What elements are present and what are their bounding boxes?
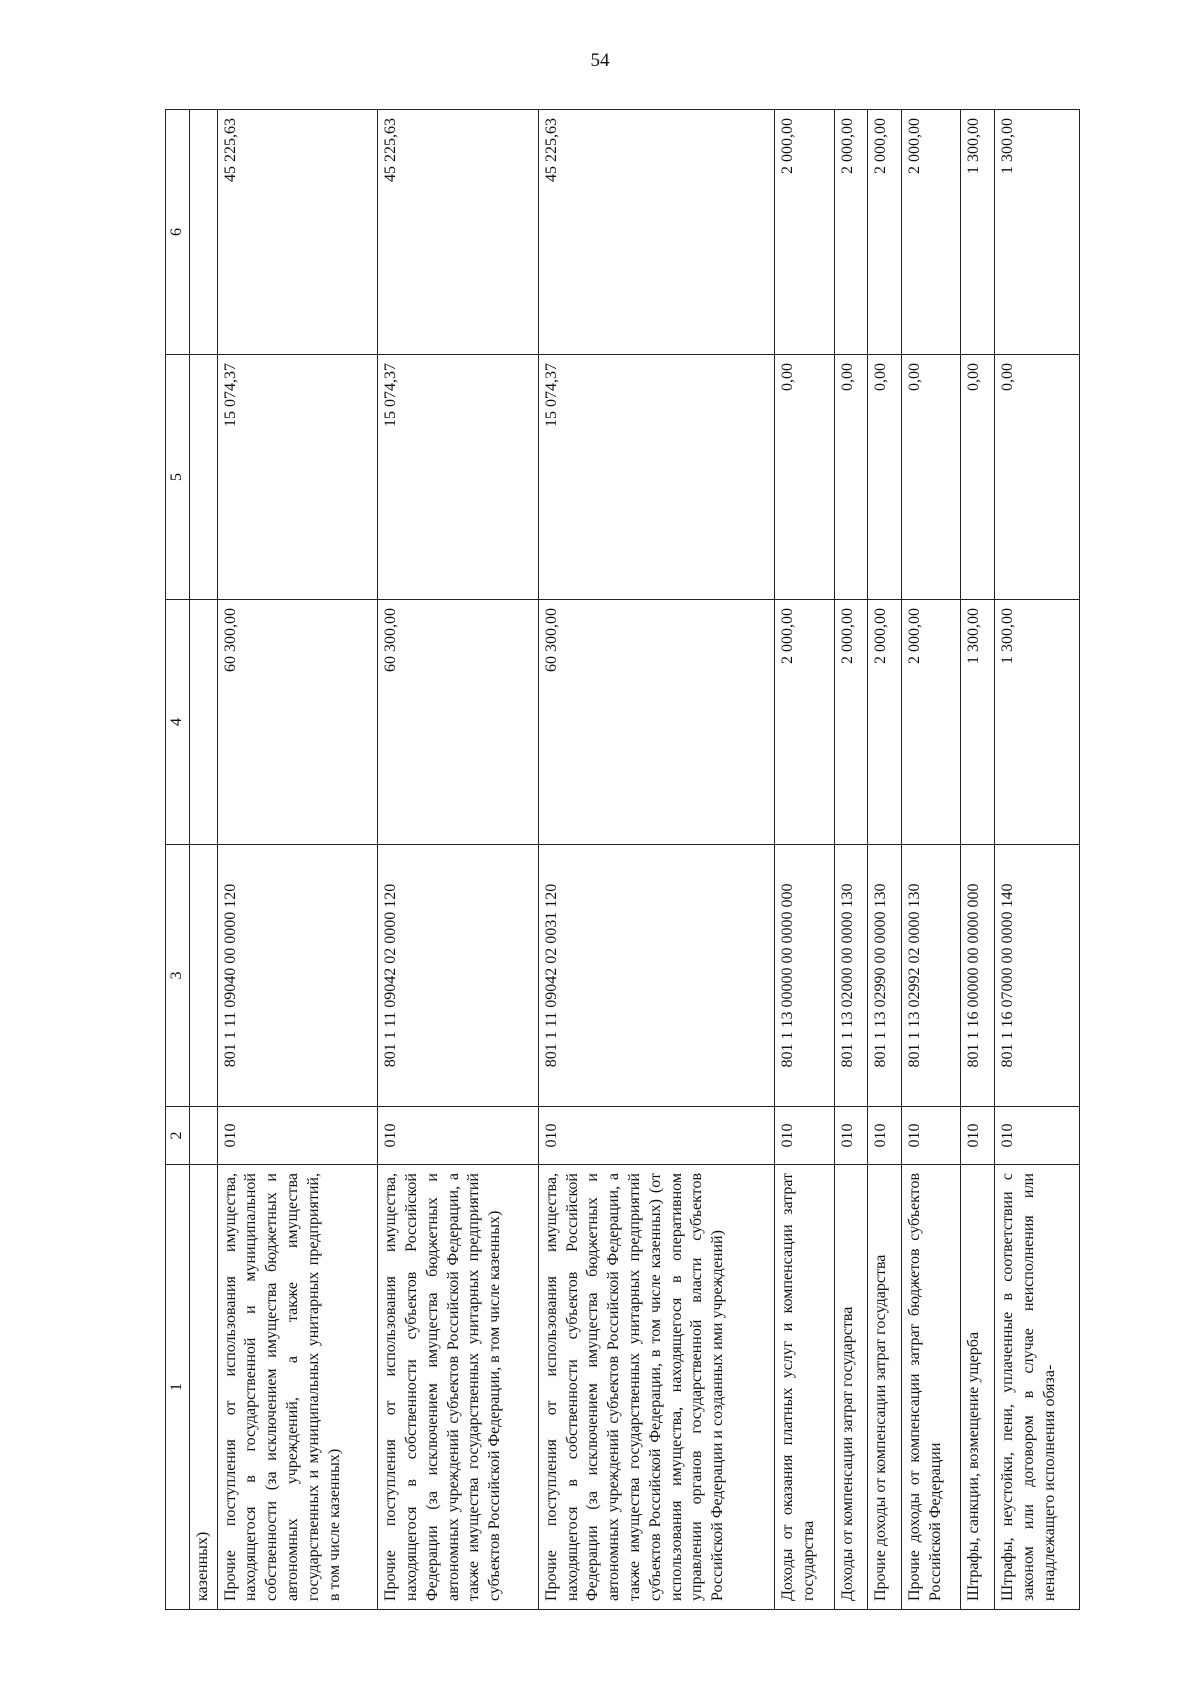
row-col6-value: 2 000,00: [775, 110, 834, 355]
header-col-1: 1: [166, 1165, 190, 1610]
row-col5-value: 15 074,37: [378, 355, 539, 600]
row-budget-code: 801 1 11 09042 02 0031 120: [538, 845, 775, 1107]
row-col4-value: 2 000,00: [775, 600, 834, 845]
table-row: [961, 110, 995, 1610]
row-name: Прочие доходы от компенсации затрат бюджетов субъектов Российской Федерации: [902, 1165, 961, 1610]
table-row: [538, 110, 775, 1610]
row-col5-value: 15 074,37: [538, 355, 775, 600]
row-admin-code: 010: [902, 1107, 961, 1165]
table-row: [775, 110, 834, 1610]
row-admin-code: 010: [775, 1107, 834, 1165]
row-col4-value: 1 300,00: [961, 600, 995, 845]
rotated-table-wrapper: [165, 110, 1080, 1610]
row-col5-value: 0,00: [868, 355, 902, 600]
table-header-row: [166, 110, 190, 1610]
row-col5-value: 0,00: [961, 355, 995, 600]
row-col5-value: 0,00: [775, 355, 834, 600]
table-row: [995, 110, 1080, 1610]
row-name: Доходы от компенсации затрат государства: [834, 1165, 868, 1610]
table-row: [217, 110, 378, 1610]
row-col6-value: 2 000,00: [868, 110, 902, 355]
row-admin-code: 010: [378, 1107, 539, 1165]
row-budget-code: 801 1 16 00000 00 0000 000: [961, 845, 995, 1107]
carryover-empty-cell: [189, 845, 217, 1107]
row-col4-value: 2 000,00: [868, 600, 902, 845]
table-row: [834, 110, 868, 1610]
row-budget-code: 801 1 13 02992 02 0000 130: [902, 845, 961, 1107]
carryover-empty-cell: [189, 1107, 217, 1165]
row-col5-value: 0,00: [995, 355, 1080, 600]
row-col4-value: 60 300,00: [538, 600, 775, 845]
table-row: [902, 110, 961, 1610]
row-col5-value: 15 074,37: [217, 355, 378, 600]
row-col6-value: 45 225,63: [217, 110, 378, 355]
row-admin-code: 010: [538, 1107, 775, 1165]
carryover-row: [189, 110, 217, 1610]
row-budget-code: 801 1 13 02000 00 0000 130: [834, 845, 868, 1107]
row-col4-value: 1 300,00: [995, 600, 1080, 845]
header-col-4: 4: [166, 600, 190, 845]
row-budget-code: 801 1 11 09042 02 0000 120: [378, 845, 539, 1107]
row-col4-value: 60 300,00: [378, 600, 539, 845]
header-col-3: 3: [166, 845, 190, 1107]
row-name: Штрафы, санкции, возмещение ущерба: [961, 1165, 995, 1610]
row-name: Прочие поступления от использования имущества, находящегося в собственности субъектов Российской Федерации (за исключением имущества бюджетных и автономных учреждений субъектов Российской Федерации, а также имущества государственных унитарных предприятий субъектов Российской Федерации, в том числе казенных): [378, 1165, 539, 1610]
header-col-6: 6: [166, 110, 190, 355]
rotated-table-area: [165, 110, 1080, 1610]
row-col6-value: 1 300,00: [961, 110, 995, 355]
row-col5-value: 0,00: [834, 355, 868, 600]
row-name: Доходы от оказания платных услуг и компенсации затрат государства: [775, 1165, 834, 1610]
row-budget-code: 801 1 13 00000 00 0000 000: [775, 845, 834, 1107]
row-col6-value: 1 300,00: [995, 110, 1080, 355]
carryover-empty-cell: [189, 355, 217, 600]
carryover-text: казенных): [189, 1165, 217, 1610]
row-name: Прочие поступления от использования имущества, находящегося в собственности субъектов Российской Федерации (за исключением имущества бюджетных и автономных учреждений субъектов Российской Федерации, а также имущества государственных унитарных предприятий субъектов Российской Федерации, в том числе казенных) (от использования имущества, находящегося в оперативном управлении органов государственной власти субъектов Российской Федерации и созданных ими учреждений): [538, 1165, 775, 1610]
row-col6-value: 2 000,00: [902, 110, 961, 355]
row-col6-value: 45 225,63: [538, 110, 775, 355]
header-col-2: 2: [166, 1107, 190, 1165]
row-col6-value: 2 000,00: [834, 110, 868, 355]
page-number: 54: [590, 50, 610, 71]
row-admin-code: 010: [834, 1107, 868, 1165]
row-name: Прочие поступления от использования имущества, находящегося в государственной и муниципальной собственности (за исключением имущества бюджетных и автономных учреждений, а также имущества государственных и муниципальных унитарных предприятий, в том числе казенных): [217, 1165, 378, 1610]
row-admin-code: 010: [995, 1107, 1080, 1165]
carryover-empty-cell: [189, 110, 217, 355]
row-col5-value: 0,00: [902, 355, 961, 600]
table-row: [868, 110, 902, 1610]
row-admin-code: 010: [217, 1107, 378, 1165]
carryover-empty-cell: [189, 600, 217, 845]
row-col4-value: 2 000,00: [834, 600, 868, 845]
revenue-table: [165, 109, 1080, 1610]
row-admin-code: 010: [961, 1107, 995, 1165]
row-col4-value: 2 000,00: [902, 600, 961, 845]
row-col6-value: 45 225,63: [378, 110, 539, 355]
row-name: Прочие доходы от компенсации затрат государства: [868, 1165, 902, 1610]
row-budget-code: 801 1 11 09040 00 0000 120: [217, 845, 378, 1107]
row-budget-code: 801 1 16 07000 00 0000 140: [995, 845, 1080, 1107]
table-row: [378, 110, 539, 1610]
row-budget-code: 801 1 13 02990 00 0000 130: [868, 845, 902, 1107]
header-col-5: 5: [166, 355, 190, 600]
row-col4-value: 60 300,00: [217, 600, 378, 845]
row-name: Штрафы, неустойки, пени, уплаченные в соответствии с законом или договором в случае неисполнения или ненадлежащего исполнения обяза-: [995, 1165, 1080, 1610]
row-admin-code: 010: [868, 1107, 902, 1165]
